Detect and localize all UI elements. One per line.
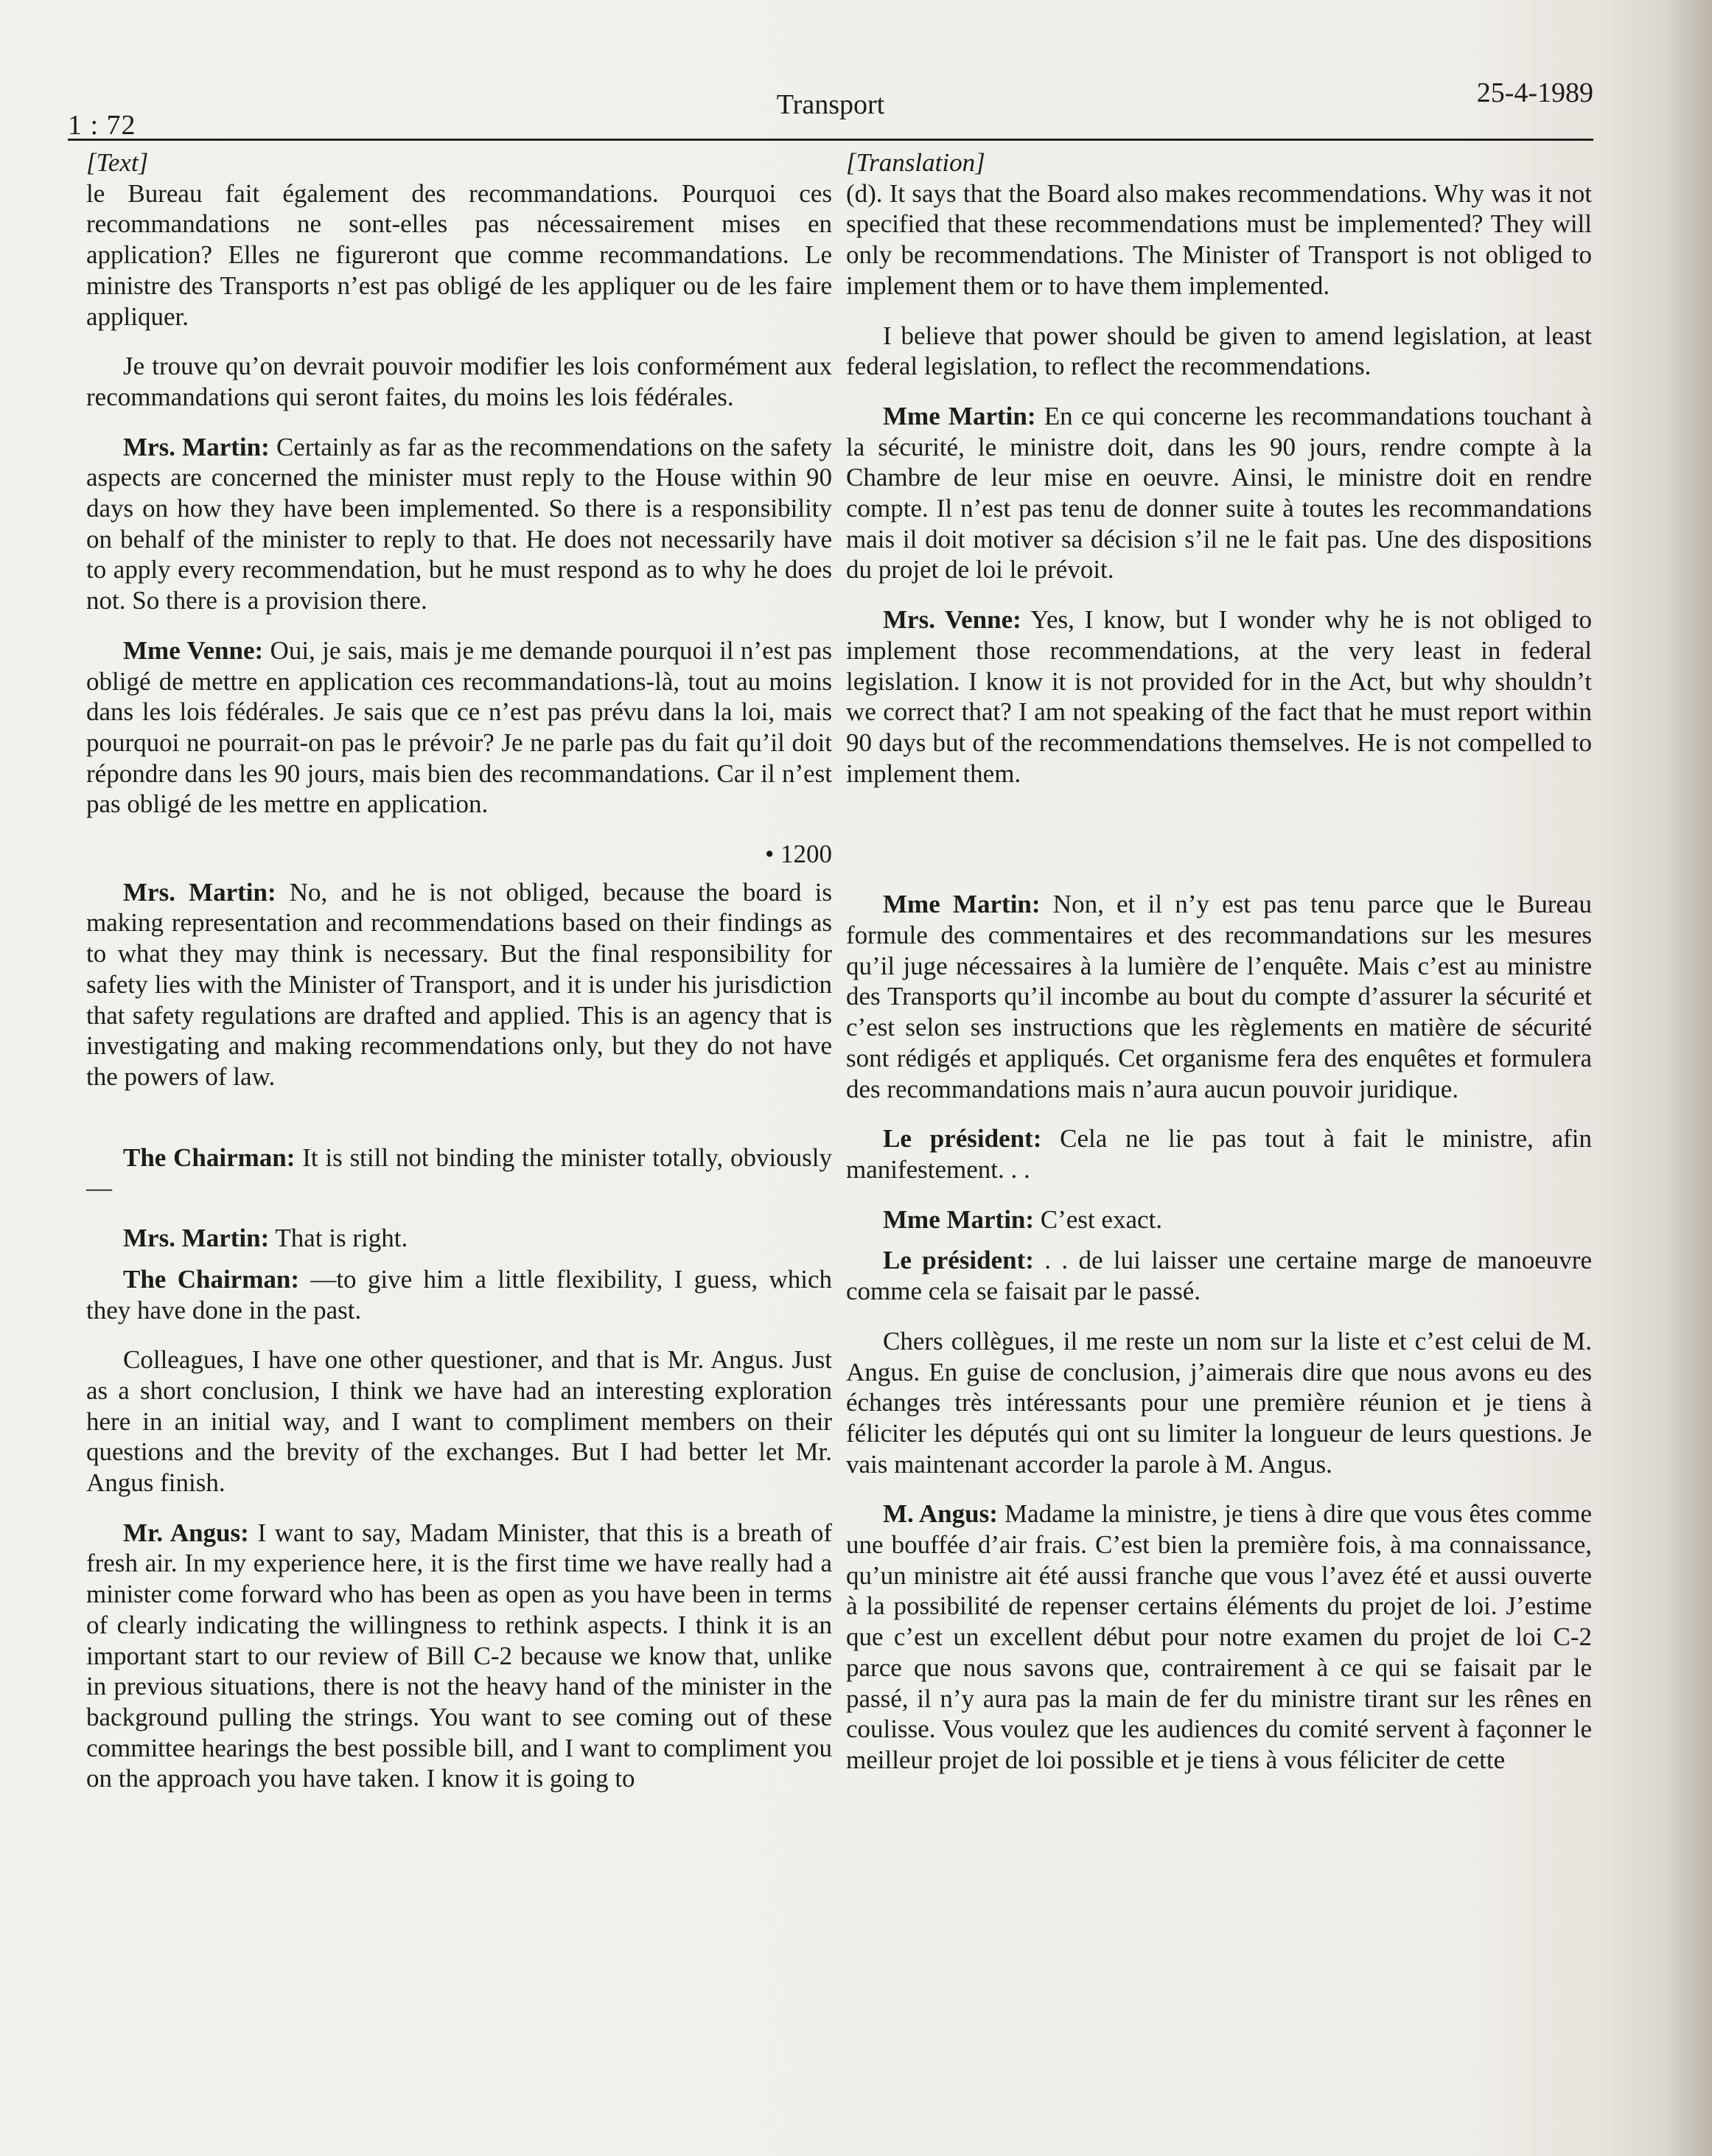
speech-text: Madame la ministre, je tiens à dire que vous êtes comme une bouffée d’air frais. C’est bien la première fois, à ma connaissance, qu’un ministre ait été aussi franche que vous l’avez été et aussi ouverte à la possibilité de repenser certains éléments du projet de loi. J’estime que c’est un excellent début pour notre examen du projet de loi C-2 parce que nous savons que, contrairement à ce qui se faisait par le passé, il n’y aura pas la main de fer du ministre tirant sur les rênes en coulisse. Vous voulez que les audiences du comité servent à façonner le meilleur projet de loi possible et je tiens à vous féliciter de cette: [846, 1499, 1592, 1774]
paragraph: Chers collègues, il me reste un nom sur la liste et c’est celui de M. Angus. En guise de conclusion, j’aimerais dire que nous avons eu des échanges très intéressants pour une première réunion et je tiens à féliciter les députés qui ont su limiter la longueur de leurs questions. Je vais maintenant accorder la parole à M. Angus.: [846, 1326, 1592, 1479]
speech: [846, 604, 1592, 789]
speech: [86, 1264, 832, 1325]
running-title: Transport: [776, 89, 885, 120]
speech-text: Non, et il n’y est pas tenu parce que le Bureau formule des commentaires et des recommandations sur les mesures qu’il juge nécessaires à la lumière de l’enquête. Mais c’est au ministre des Transports qu’il incombe au bout du compte d’assurer la sécurité et c’est selon ses instructions que les règlements en matière de sécurité sont rédigés et appliqués. Cet organisme fera des enquêtes et formulera des recommandations mais n’aura aucun pouvoir juridique.: [846, 890, 1593, 1103]
speech: [846, 889, 1592, 1104]
speaker-name: Mme Martin:: [883, 1204, 1035, 1234]
speaker-name: The Chairman:: [123, 1142, 296, 1172]
speaker-name: M. Angus:: [883, 1499, 998, 1529]
page-edge-shadow: [1668, 0, 1712, 2156]
speaker-name: Mrs. Martin:: [123, 432, 270, 461]
speech-text: En ce qui concerne les recommandations touchant à la sécurité, le ministre doit, dans les 90 jours, rendre compte à la Chambre de leur mise en oeuvre. Ainsi, le ministre doit en rendre compte. Il n’est pas tenu de donner suite à toutes les recommandations mais il doit motiver sa décision s’il ne le fait pas. Une des dispositions du projet de loi le prévoit.: [846, 401, 1592, 585]
spacer: [86, 1112, 832, 1142]
paragraph: Colleagues, I have one other questioner, and that is Mr. Angus. Just as a short conclusion, I think we have had an interesting exploration here in an initial way, and I want to compliment members on their questions and the brevity of the exchanges. But I had better let Mr. Angus finish.: [86, 1345, 832, 1498]
page-date: 25-4-1989: [1476, 77, 1593, 108]
paragraph: Je trouve qu’on devrait pouvoir modifier les lois conformément aux recommandations qui seront faites, du moins les lois fédérales.: [86, 352, 832, 411]
speech: [846, 1123, 1592, 1185]
paragraph: (d). It says that the Board also makes recommendations. Why was it not specified that these recommendations must be implemented? They will only be recommendations. The Minister of Transport is not obliged to implement them or to have them implemented.: [846, 178, 1592, 300]
speech-text: Yes, I know, but I wonder why he is not obliged to implement those recommendations, at the very least in federal legislation. I know it is not provided for in the Act, but why shouldn’t we correct that? I am not speaking of the fact that he must report within 90 days but of the recommendations themselves. He is not compelled to implement them.: [846, 605, 1592, 788]
speech: [86, 1142, 832, 1204]
page-header: [68, 71, 1593, 141]
speaker-name: Le président:: [883, 1246, 1034, 1275]
speaker-name: Mme Martin:: [883, 890, 1041, 919]
paragraph: I believe that power should be given to amend legislation, at least federal legislation, to reflect the recommendations.: [846, 321, 1592, 381]
translation-label: [Translation]: [846, 148, 985, 177]
speech-text: C’est exact.: [1034, 1204, 1163, 1234]
left-column: [86, 147, 832, 1813]
text-label: [Text]: [86, 148, 149, 177]
speech-text: I want to say, Madam Minister, that this is a breath of fresh air. In my experience here, it is the first time we have really had a minister come forward who has been as open as you have been in terms of clearly indicating the willingness to rethink aspects. I think it is an important start to our review of Bill C-2 because we know that, unlike in previous situations, there is not the heavy hand of the minister in the background pulling the strings. You want to see coming out of these committee hearings the best possible bill, and I want to compliment you on the approach you have taken. I know it is going to: [86, 1518, 832, 1793]
spacer: [846, 808, 1592, 889]
speech-text: It is still not binding the minister totally, obviously—: [86, 1142, 833, 1203]
speaker-name: Mrs. Martin:: [123, 1224, 270, 1253]
speech: [846, 1499, 1592, 1775]
speaker-name: Mme Venne:: [123, 635, 264, 665]
speaker-name: The Chairman:: [123, 1264, 299, 1294]
speaker-name: Mrs. Venne:: [883, 605, 1021, 635]
speech: [846, 401, 1592, 585]
paragraph: le Bureau fait également des recommandations. Pourquoi ces recommandations ne sont-elles pas nécessairement mises en application? Elles ne figureront que comme recommandations. Le ministre des Transports n’est pas obligé de les appliquer ou de les faire appliquer.: [86, 178, 832, 331]
speech: [846, 1245, 1592, 1306]
speech-text: Cela ne lie pas tout à fait le ministre, afin manifestement. . .: [846, 1124, 1592, 1184]
speaker-name: Mme Martin:: [883, 401, 1036, 430]
speech: [86, 635, 832, 820]
speech-text: No, and he is not obliged, because the board is making representation and recommendations based on their findings as to what they may think is necessary. But the final responsibility for safety lies with the Minister of Transport, and it is under his jurisdiction that safety regulations are drafted and applied. This is an agency that is investigating and making recommendations only, but they do not have the powers of law.: [86, 877, 832, 1091]
speech: [86, 1518, 832, 1794]
right-column: [846, 147, 1592, 1795]
speech: [86, 877, 832, 1092]
timestamp: • 1200: [764, 840, 832, 869]
speech-text: —to give him a little flexibility, I guess, which they have done in the past.: [86, 1264, 832, 1325]
speech: [86, 432, 832, 616]
speech-text: . . de lui laisser une certaine marge de manoeuvre comme cela se faisait par le passé.: [846, 1246, 1592, 1306]
speech: [846, 1204, 1592, 1235]
speaker-name: Mrs. Martin:: [123, 877, 276, 907]
speech: [86, 1223, 832, 1254]
speaker-name: Le président:: [883, 1124, 1042, 1154]
speech-text: Oui, je sais, mais je me demande pourquoi il n’est pas obligé de mettre en application ces recommandations-là, tout au moins dans les lois fédérales. Je sais que ce n’est pas prévu dans la loi, mais pourquoi ne pourrait-on pas le prévoir? Je ne parle pas du fait qu’il doit répondre dans les 90 jours, mais bien des recommandations. Car il n’est pas obligé de les mettre en application.: [86, 635, 832, 819]
speaker-name: Mr. Angus:: [123, 1518, 249, 1547]
page-number: 1 : 72: [68, 110, 136, 141]
speech-text: That is right.: [269, 1224, 408, 1253]
speech-text: Certainly as far as the recommendations on the safety aspects are concerned the minister must reply to the House within 90 days on how they have been implemented. So there is a responsibility on behalf of the minister to reply to that. He does not necessarily have to apply every recommendation, but he must respond as to why he does not. So there is a provision there.: [86, 432, 832, 615]
